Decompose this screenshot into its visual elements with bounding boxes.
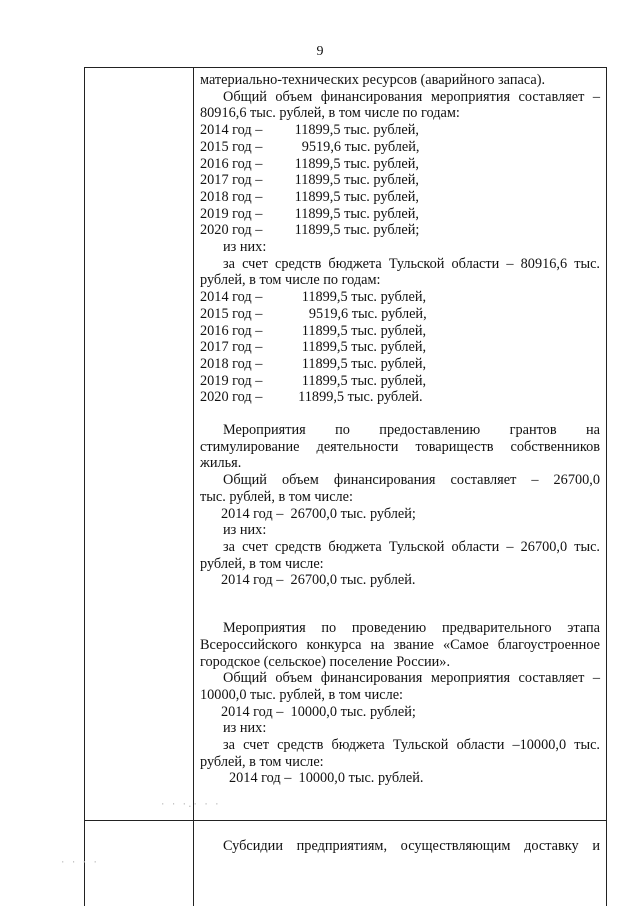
budget-line: рублей, в том числе по годам: bbox=[200, 272, 381, 289]
total-financing-line: Общий объем финансирования мероприятия составляет – bbox=[223, 670, 600, 687]
section-title-line: Мероприятия по проведению предварительного этапа bbox=[223, 620, 600, 637]
total-financing-line: тыс. рублей, в том числе: bbox=[200, 488, 353, 505]
year-row: 2014 год – 11899,5 тыс. рублей, bbox=[200, 122, 419, 139]
budget-line: рублей, в том числе: bbox=[200, 753, 324, 770]
year-row: 2014 год – 26700,0 тыс. рублей; bbox=[221, 505, 416, 522]
budget-line: за счет средств бюджета Тульской области – 80916,6 тыс. bbox=[223, 255, 600, 272]
budget-year-row: 2018 год – 11899,5 тыс. рублей, bbox=[200, 355, 427, 372]
year-row: 2014 год – 10000,0 тыс. рублей; bbox=[221, 703, 416, 720]
total-financing-line: Общий объем финансирования составляет – 26700,0 bbox=[223, 472, 600, 489]
financing-cell bbox=[200, 72, 600, 787]
section-title-line: Всероссийского конкурса на звание «Самое благоустроенное bbox=[200, 636, 600, 653]
budget-year-row: 2017 год – 11899,5 тыс. рублей, bbox=[200, 339, 427, 356]
budget-year-row: 2014 год – 11899,5 тыс. рублей, bbox=[200, 289, 427, 306]
year-row: 2017 год – 11899,5 тыс. рублей, bbox=[200, 172, 419, 189]
budget-year-row: 2014 год – 10000,0 тыс. рублей. bbox=[229, 770, 424, 787]
section-title-line: Мероприятия по предоставлению грантов на bbox=[223, 422, 600, 439]
section-title-line: Субсидии предприятиям, осуществляющим доставку и bbox=[223, 838, 600, 855]
subsidies-cell bbox=[200, 824, 600, 869]
year-row: 2018 год – 11899,5 тыс. рублей, bbox=[200, 188, 419, 205]
budget-line: за счет средств бюджета Тульской области – 26700,0 тыс. bbox=[223, 538, 600, 555]
of-which-label: из них: bbox=[223, 720, 267, 737]
text-line: материально-технических ресурсов (аварийного запаса). bbox=[200, 72, 546, 88]
total-financing-line: 10000,0 тыс. рублей, в том числе: bbox=[200, 686, 404, 703]
year-row: 2016 год – 11899,5 тыс. рублей, bbox=[200, 155, 419, 172]
column-divider bbox=[193, 68, 194, 906]
total-financing-line: 80916,6 тыс. рублей, в том числе по годам: bbox=[200, 105, 460, 122]
page-number: 9 bbox=[316, 44, 324, 59]
of-which-label: из них: bbox=[223, 239, 267, 256]
budget-line: рублей, в том числе: bbox=[200, 555, 324, 572]
section-title-line: стимулирование деятельности товариществ собственников bbox=[200, 438, 600, 455]
row-divider bbox=[85, 820, 606, 821]
of-which-label: из них: bbox=[223, 522, 267, 539]
year-row: 2015 год – 9519,6 тыс. рублей, bbox=[200, 138, 420, 155]
year-row: 2019 год – 11899,5 тыс. рублей, bbox=[200, 205, 419, 222]
total-financing-line: Общий объем финансирования мероприятия составляет – bbox=[223, 88, 600, 105]
section-title-line: городское (сельское) поселение России». bbox=[200, 653, 451, 670]
scan-noise: · · ·.· · · bbox=[160, 800, 220, 810]
budget-year-row: 2016 год – 11899,5 тыс. рублей, bbox=[200, 322, 427, 339]
scan-noise: · · · · bbox=[60, 858, 98, 868]
program-table bbox=[84, 67, 607, 906]
budget-line: за счет средств бюджета Тульской области –10000,0 тыс. bbox=[223, 737, 600, 754]
year-row: 2020 год – 11899,5 тыс. рублей; bbox=[200, 222, 420, 239]
budget-year-row: 2015 год – 9519,6 тыс. рублей, bbox=[200, 305, 427, 322]
budget-year-row: 2020 год – 11899,5 тыс. рублей. bbox=[200, 389, 423, 406]
budget-year-row: 2019 год – 11899,5 тыс. рублей, bbox=[200, 372, 427, 389]
section-title-line: жилья. bbox=[200, 455, 242, 472]
budget-year-row: 2014 год – 26700,0 тыс. рублей. bbox=[221, 572, 416, 589]
